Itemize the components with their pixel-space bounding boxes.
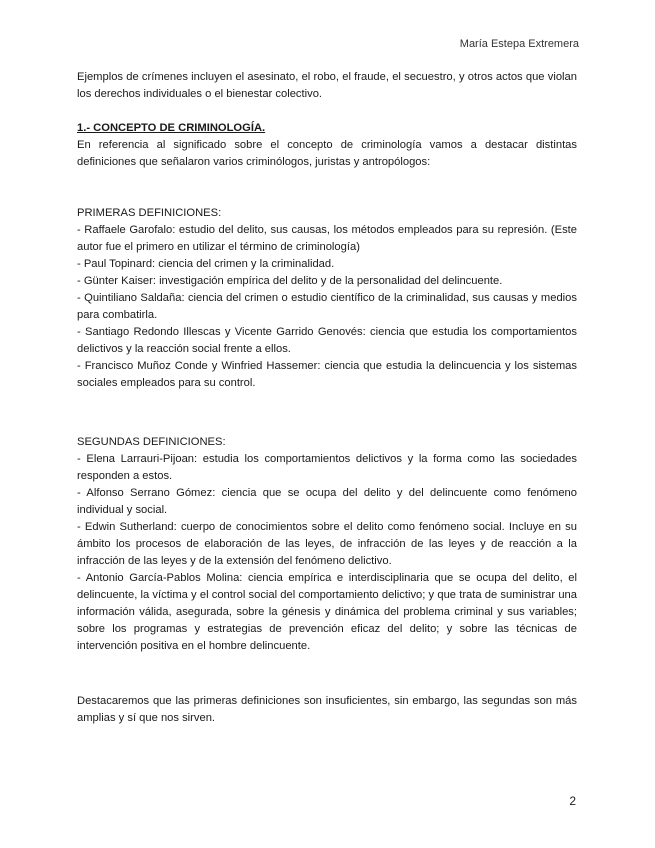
definition-item: - Quintiliano Saldaña: ciencia del crimen o estudio científico de la criminalidad, sus causas y medios para combatirla. <box>77 292 577 321</box>
spacer <box>77 655 577 689</box>
page-number: 2 <box>569 794 576 808</box>
header-author: María Estepa Extremera <box>459 38 579 50</box>
definition-item: - Paul Topinard: ciencia del crimen y la criminalidad. <box>77 258 335 270</box>
intro-paragraph: Ejemplos de crímenes incluyen el asesinato, el robo, el fraude, el secuestro, y otros actos que violan los derechos individuales o el bienestar colectivo. <box>77 71 577 100</box>
spacer <box>77 426 577 434</box>
spacer <box>77 392 577 426</box>
primeras-heading: PRIMERAS DEFINICIONES: <box>77 207 222 219</box>
conclusion-paragraph: Destacaremos que las primeras definiciones son insuficientes, sin embargo, las segundas son más amplias y sí que nos sirven. <box>77 695 577 724</box>
definition-item: - Antonio García-Pablos Molina: ciencia empírica e interdisciplinaria que se ocupa del delito, el delincuente, la víctima y el control social del comportamiento delictivo; y que trata de suministrar una información válida, asegurada, sobre la génesis y dinámica del problema criminal y sus variables; sobre los programas y estrategias de prevención eficaz del delito; y sobre las técnicas de intervención positiva en el hombre delincuente. <box>77 572 577 652</box>
definition-item: - Raffaele Garofalo: estudio del delito, sus causas, los métodos empleados para su represión. (Este autor fue el primero en utilizar el término de criminología) <box>77 224 577 253</box>
spacer <box>77 103 577 120</box>
section-paragraph: En referencia al significado sobre el concepto de criminología vamos a destacar distintas definiciones que señalaron varios criminólogos, juristas y antropólogos: <box>77 139 577 168</box>
definition-item: - Günter Kaiser: investigación empírica del delito y de la personalidad del delincuente. <box>77 275 503 287</box>
definition-item: - Edwin Sutherland: cuerpo de conocimientos sobre el delito como fenómeno social. Incluye en su ámbito los procesos de elaboración de las leyes, de infracción de las leyes y de reacción a la infracción de las leyes y de la extensión del fenómeno delictivo. <box>77 521 577 567</box>
definition-item: - Francisco Muñoz Conde y Winfried Hassemer: ciencia que estudia la delincuencia y los sistemas sociales empleados para su control. <box>77 360 577 389</box>
definition-item: - Elena Larrauri-Pijoan: estudia los comportamientos delictivos y la forma como las sociedades responden a estos. <box>77 453 577 482</box>
definition-item: - Alfonso Serrano Gómez: ciencia que se ocupa del delito y del delincuente como fenómeno individual y social. <box>77 487 577 516</box>
page-content <box>77 69 577 727</box>
section-title: 1.- CONCEPTO DE CRIMINOLOGÍA. <box>77 122 266 134</box>
definition-item: - Santiago Redondo Illescas y Vicente Garrido Genovés: ciencia que estudia los comportamientos delictivos y la reacción social frente a ellos. <box>77 326 577 355</box>
segundas-heading: SEGUNDAS DEFINICIONES: <box>77 436 226 448</box>
spacer <box>77 171 577 205</box>
